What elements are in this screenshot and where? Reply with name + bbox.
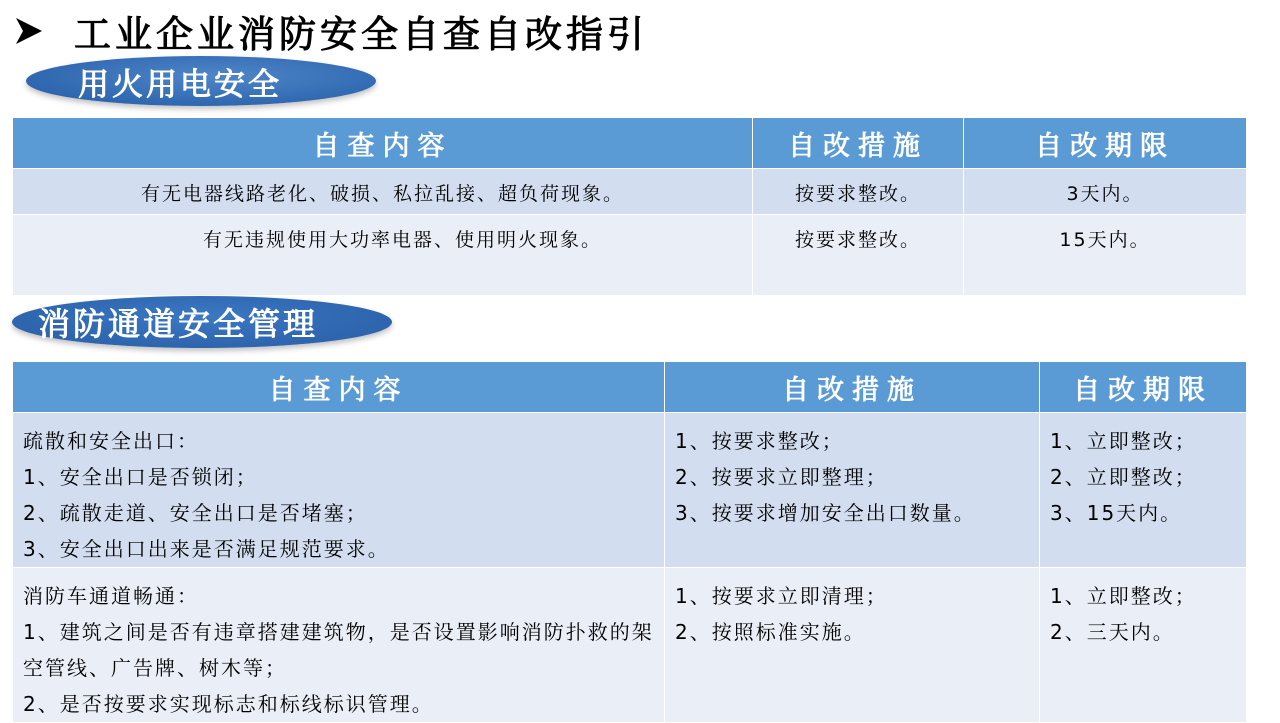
deadline-line: 1、立即整改； [1050,429,1197,453]
measure-line: 1、按要求整改； [675,429,844,453]
header-check-content: 自查内容 [13,118,753,169]
content-line: 2、是否按要求实现标志和标线标识管理。 [23,692,434,716]
measure-line: 2、按照标准实施。 [675,620,866,644]
header-measures: 自改措施 [665,362,1040,413]
fire-passage-table [12,361,1247,723]
section-label-fire-electric: 用火用电安全 [26,56,376,106]
fire-electric-table [12,117,1247,296]
arrow-right-icon [14,16,44,46]
cell-content: 有无违规使用大功率电器、使用明火现象。 [13,215,753,296]
cell-content: 有无电器线路老化、破损、私拉乱接、超负荷现象。 [13,169,753,215]
content-line: 消防车通道畅通： [23,584,199,608]
deadline-line: 1、立即整改； [1050,584,1197,608]
measure-line: 1、按要求立即清理； [675,584,888,608]
cell-deadline [1040,413,1247,568]
content-line: 2、疏散走道、安全出口是否堵塞； [23,501,368,525]
cell-measures: 按要求整改。 [753,215,964,296]
page-title: 工业企业消防安全自查自改指引 [74,12,648,56]
deadline-line: 2、立即整改； [1050,465,1197,489]
deadline-line: 2、三天内。 [1050,620,1175,644]
header-deadline: 自改期限 [964,118,1247,169]
cell-content [13,568,665,723]
table-row [13,215,1247,296]
content-line: 疏散和安全出口： [23,429,199,453]
table-row [13,568,1247,723]
cell-deadline [1040,568,1247,723]
content-line: 3、安全出口出来是否满足规范要求。 [23,537,390,561]
cell-content [13,413,665,568]
cell-deadline: 3天内。 [964,169,1247,215]
cell-deadline: 15天内。 [964,215,1247,296]
title-row [14,6,648,56]
deadline-line: 3、15天内。 [1050,501,1183,525]
cell-measures [665,413,1040,568]
section-label-fire-passage: 消防通道安全管理 [12,296,392,348]
cell-measures [665,568,1040,723]
measure-line: 2、按要求立即整理； [675,465,888,489]
measure-line: 3、按要求增加安全出口数量。 [675,501,976,525]
header-measures: 自改措施 [753,118,964,169]
cell-measures: 按要求整改。 [753,169,964,215]
content-line: 1、建筑之间是否有违章搭建建筑物，是否设置影响消防扑救的架空管线、广告牌、树木等； [23,620,654,680]
header-check-content: 自查内容 [13,362,665,413]
table-row [13,169,1247,215]
table-row [13,413,1247,568]
header-deadline: 自改期限 [1040,362,1247,413]
content-line: 1、安全出口是否锁闭； [23,465,258,489]
